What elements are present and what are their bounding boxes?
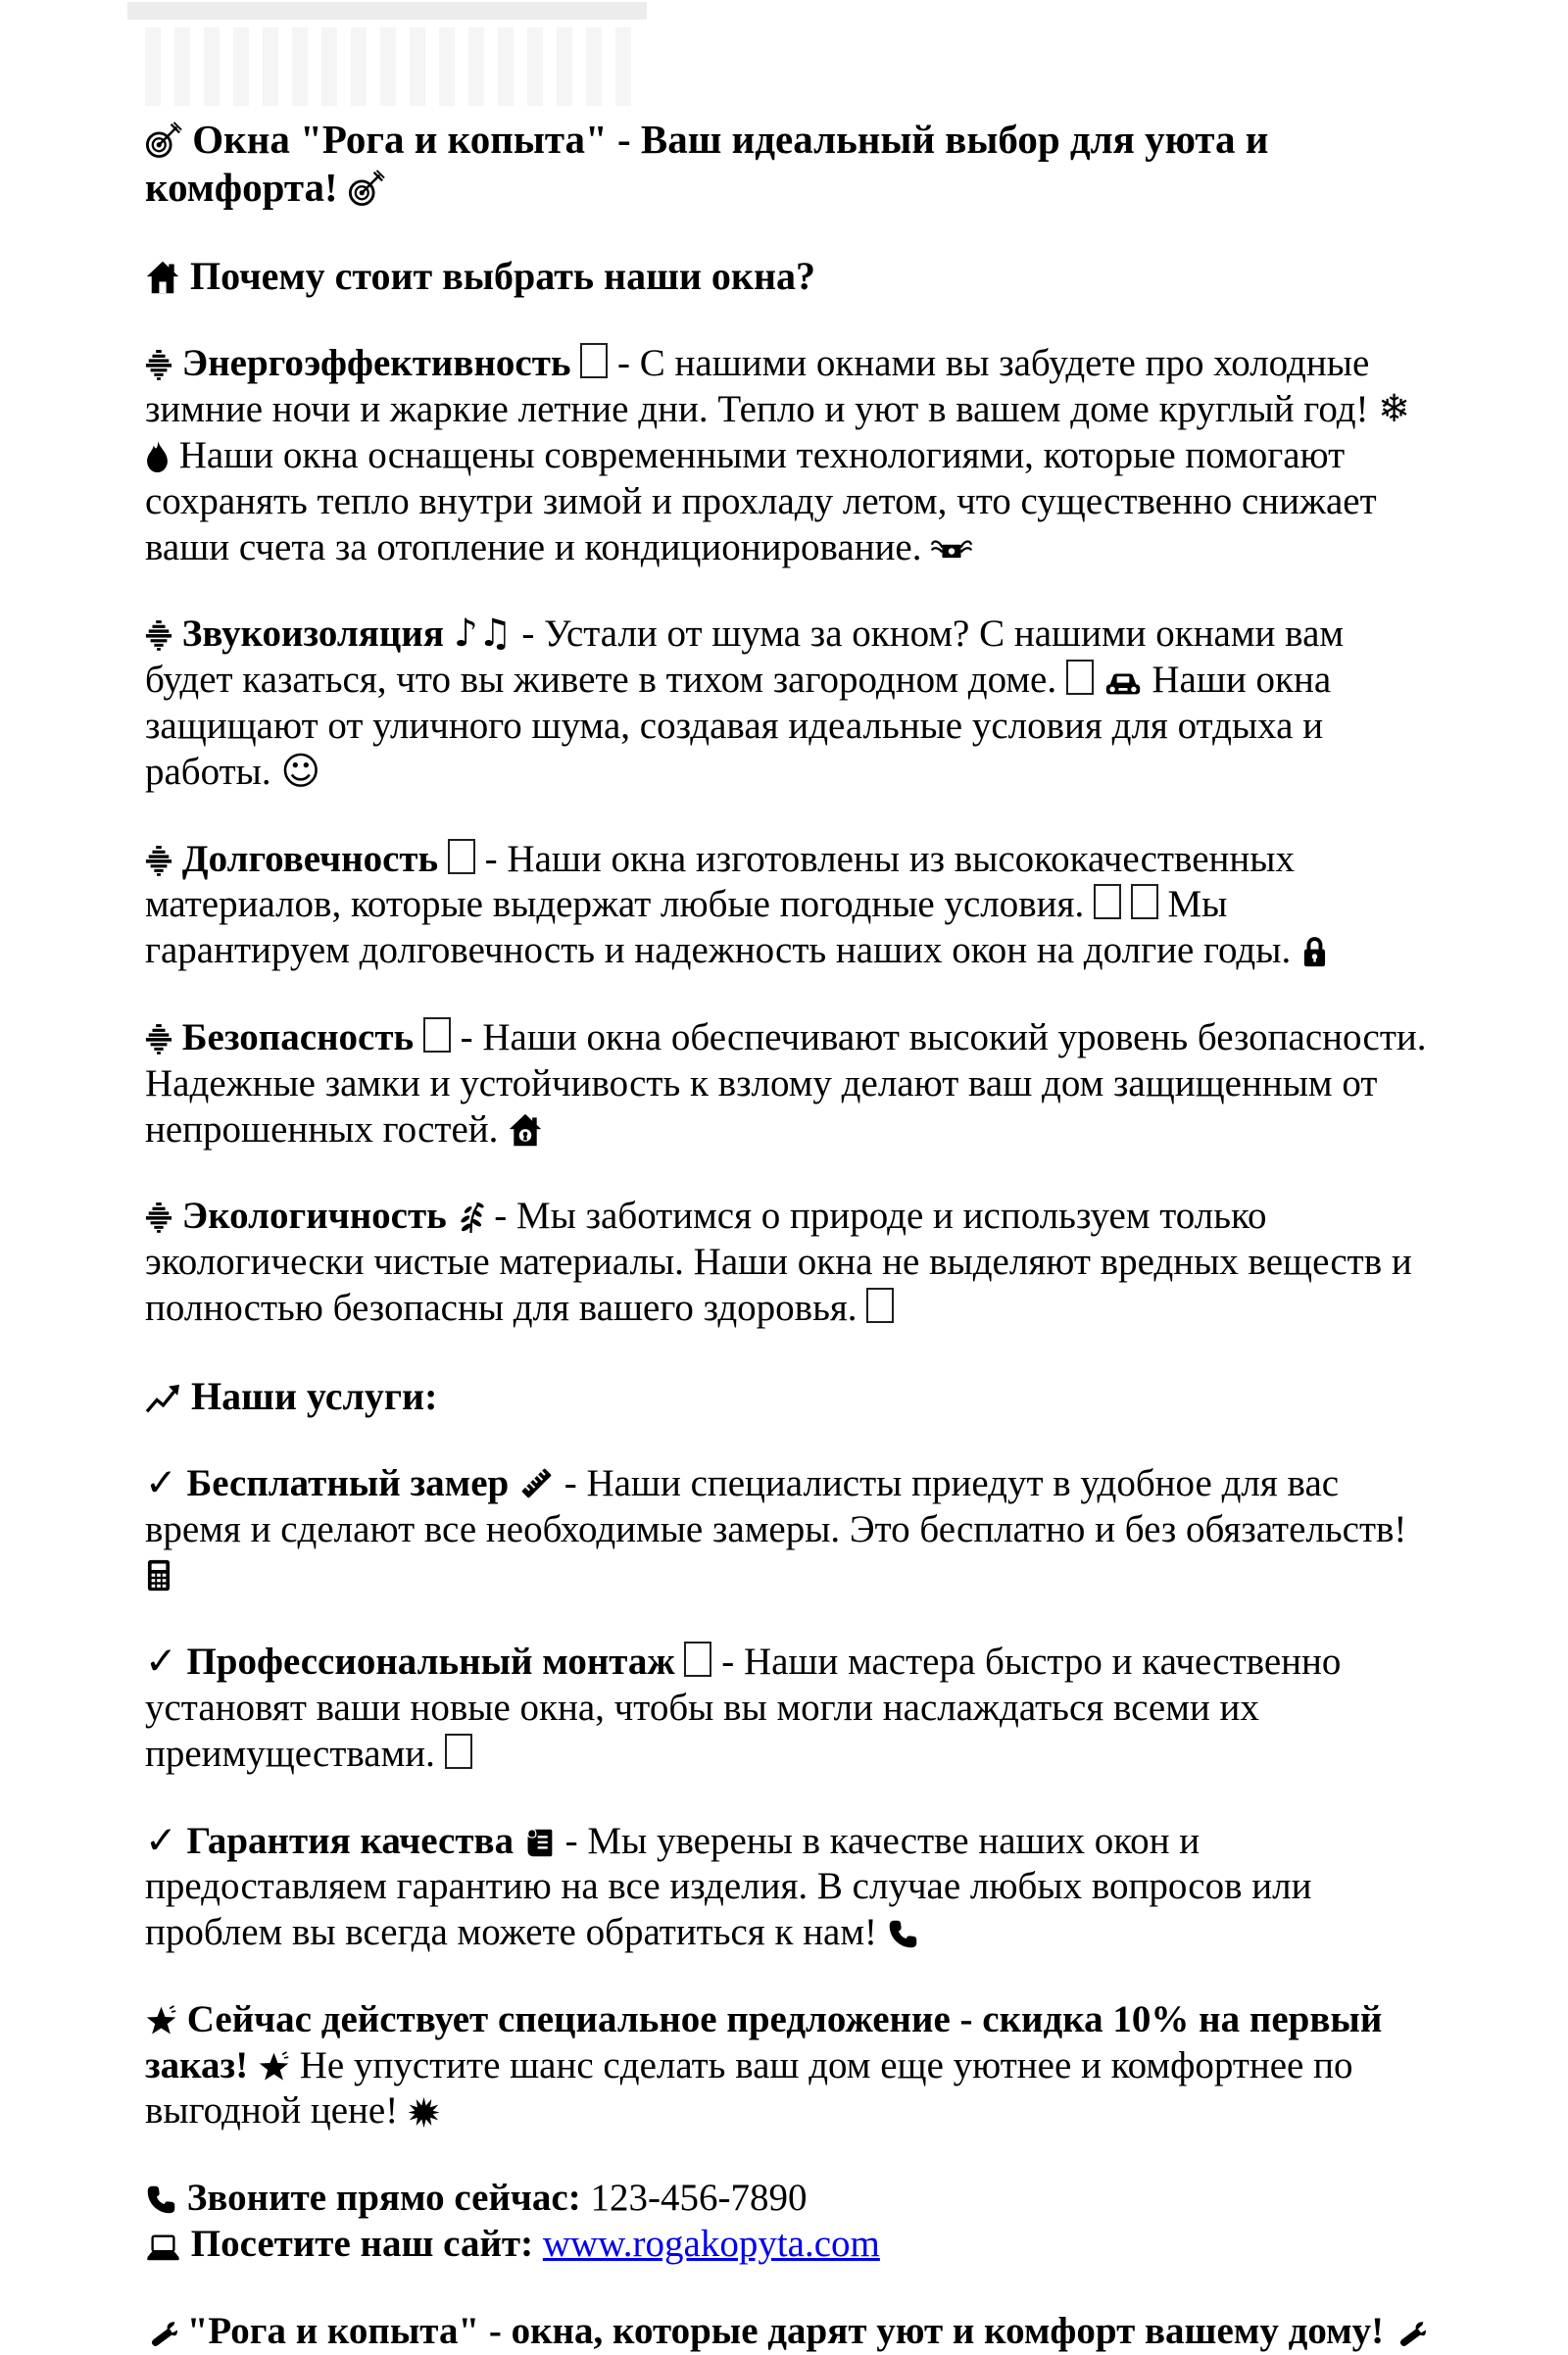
service-measure	[145, 1461, 1433, 1598]
benefit-security	[145, 1015, 1433, 1153]
bold-text: Сейчас действует специальное предложение - скидка 10% на первый заказ!	[145, 1997, 1383, 2086]
missing-glyph-icon	[866, 1288, 894, 1323]
missing-glyph-icon	[448, 839, 475, 874]
bold-text: Бесплатный замер	[186, 1461, 510, 1504]
star-icon	[258, 2051, 290, 2084]
diamond-icon	[145, 348, 172, 381]
snowflake-icon: ❄	[1378, 387, 1410, 432]
herb-icon	[457, 1201, 485, 1234]
website-link[interactable]: www.rogakopyta.com	[542, 2223, 880, 2266]
bold-text: Звукоизоляция	[181, 613, 444, 656]
bold-text: Звоните прямо сейчас:	[186, 2177, 581, 2220]
phone-icon	[887, 1918, 919, 1950]
body-text: - Наши окна обеспечивают высокий уровень безопасности. Надежные замки и устойчивость к взлому делают ваш дом защищенным от непрошенных гостей.	[145, 1015, 1427, 1151]
bold-text: Энергоэффективность	[181, 342, 571, 385]
check-icon: ✓	[145, 1818, 177, 1863]
smiley-icon: ☺	[280, 749, 321, 794]
flame-icon	[145, 440, 170, 473]
missing-glyph-icon	[423, 1017, 451, 1053]
missing-glyph-icon	[1094, 884, 1121, 919]
lock-icon	[1300, 934, 1328, 968]
why-heading	[145, 253, 1433, 300]
house-icon	[145, 260, 180, 295]
wrench-icon	[145, 2317, 177, 2349]
house-lock-icon	[508, 1112, 543, 1148]
bold-text: Экологичность	[181, 1195, 447, 1238]
service-install	[145, 1640, 1433, 1777]
bold-text: Почему стоит выбрать наши окна?	[190, 254, 816, 299]
top-glitch-artifact	[127, 2, 647, 20]
check-icon: ✓	[145, 1460, 177, 1505]
body-text: - Устали от шума за окном? С нашими окнами вам будет казаться, что вы живете в тихом загородном доме.	[145, 613, 1345, 702]
body-text: - Наши окна изготовлены из высококачественных материалов, которые выдержат любые погодные условия.	[145, 837, 1295, 926]
diamond-icon	[145, 1201, 172, 1234]
ruler-icon	[518, 1465, 555, 1501]
calculator-icon	[145, 1558, 172, 1593]
body-text: 123-456-7890	[590, 2177, 808, 2220]
phone-icon	[145, 2183, 177, 2216]
diamond-icon	[145, 1022, 172, 1055]
car-icon	[1103, 669, 1143, 698]
body-text: Наши окна защищают от уличного шума, создавая идеальные условия для отдыха и работы.	[145, 659, 1332, 793]
contact-block	[145, 2176, 1433, 2268]
missing-glyph-icon	[684, 1642, 711, 1677]
body-text: Не упустите шанс сделать ваш дом еще уютнее и комфортнее по выгодной цене!	[145, 2043, 1353, 2133]
bold-text: Наши услуги:	[191, 1373, 438, 1418]
star-icon	[145, 2005, 177, 2037]
bold-text: Профессиональный монтаж	[186, 1641, 675, 1684]
body-text: - Наши специалисты приедут в удобное для вас время и сделают все необходимые замеры. Это бесплатно и без обязательств!	[145, 1461, 1407, 1550]
music-notes-icon: ♪♫	[453, 612, 513, 657]
wrench-icon	[1394, 2317, 1426, 2349]
target-icon	[348, 170, 385, 207]
benefit-durability	[145, 837, 1433, 974]
bold-text: Гарантия качества	[186, 1819, 514, 1862]
body-text: Наши окна оснащены современными технологиями, которые помогают сохранять тепло внутри зимой и прохладу летом, что существенно снижает ваши счета за отопление и кондиционирование.	[145, 433, 1377, 568]
body-text: - Мы заботимся о природе и используем только экологически чистые материалы. Наши окна не выделяют вредных веществ и полностью безопасны для вашего здоровья.	[145, 1195, 1412, 1329]
footer-slogan	[145, 2309, 1433, 2355]
service-warranty	[145, 1819, 1433, 1956]
missing-glyph-icon	[445, 1734, 472, 1769]
promo	[145, 1997, 1433, 2134]
benefit-sound	[145, 612, 1433, 795]
top-glitch-ghost-rows	[145, 27, 635, 106]
laptop-icon	[145, 2233, 181, 2262]
bold-text: Долговечность	[181, 837, 439, 880]
bold-text: Безопасность	[181, 1015, 415, 1058]
money-wings-icon	[931, 535, 972, 565]
scroll-icon	[523, 1827, 556, 1859]
benefit-energy	[145, 341, 1433, 570]
body-text: - С нашими окнами вы забудете про холодные зимние ночи и жаркие летние дни. Тепло и уют в вашем доме круглый год!	[145, 342, 1370, 431]
bold-text: "Рога и копыта" - окна, которые дарят уют и комфорт вашему дому!	[186, 2309, 1385, 2352]
diamond-icon	[145, 844, 172, 877]
burst-icon	[408, 2096, 440, 2129]
benefit-eco	[145, 1194, 1433, 1331]
bold-text: Окна "Рога и копыта" - Ваш идеальный выбор для уюта и комфорта!	[145, 117, 1269, 211]
bold-text: Посетите наш сайт:	[190, 2223, 534, 2266]
target-icon	[145, 122, 182, 159]
missing-glyph-icon	[1066, 660, 1094, 695]
services-heading	[145, 1373, 1433, 1420]
check-icon: ✓	[145, 1640, 177, 1685]
missing-glyph-icon	[580, 343, 608, 378]
page-title	[145, 116, 1433, 212]
chart-up-icon	[145, 1383, 181, 1415]
body-text: - Наши мастера быстро и качественно установят ваши новые окна, чтобы вы могли наслаждаться всеми их преимуществами.	[145, 1641, 1342, 1775]
body-text: Мы гарантируем долговечность и надежность наших окон на долгие годы.	[145, 883, 1292, 972]
body-text: - Мы уверены в качестве наших окон и предоставляем гарантию на все изделия. В случае любых вопросов или проблем вы всегда можете обратиться к нам!	[145, 1819, 1312, 1954]
missing-glyph-icon	[1131, 884, 1158, 919]
diamond-icon	[145, 618, 172, 652]
